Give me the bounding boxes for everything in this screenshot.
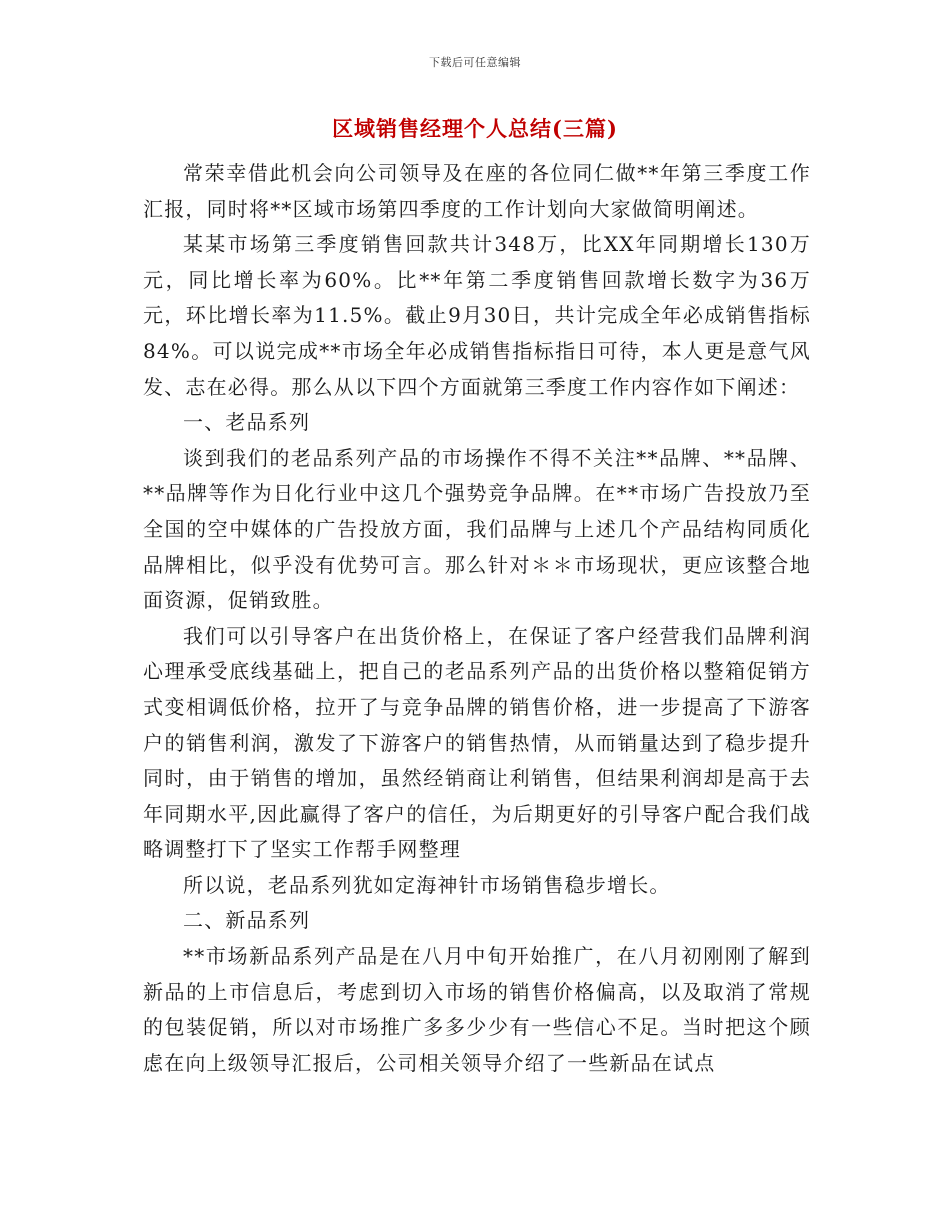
- section-heading-new-products: 二、新品系列: [183, 908, 311, 933]
- header-note: 下载后可任意编辑: [429, 56, 521, 69]
- paragraph-intro: 常荣幸借此机会向公司领导及在座的各位同仁做**年第三季度工作汇报，同时将**区域市场第四季度的工作计划向大家做简明阐述。: [143, 161, 811, 221]
- paragraph-old-products-pricing: 我们可以引导客户在出货价格上，在保证了客户经营我们品牌利润心理承受底线基础上，把自己的老品系列产品的出货价格以整箱促销方式变相调低价格，拉开了与竞争品牌的销售价格，进一步提高了下游客户的销售利润，激发了下游客户的销售热情，从而销量达到了稳步提升同时，由于销售的增加，虽然经销商让利销售，但结果利润却是高于去年同期水平,因此赢得了客户的信任，为后期更好的引导客户配合我们战略调整打下了坚实工作帮手网整理: [143, 623, 811, 862]
- document-body: [143, 156, 811, 1081]
- paragraph-new-products: **市场新品系列产品是在八月中旬开始推广，在八月初刚刚了解到新品的上市信息后，考虑到切入市场的销售价格偏高，以及取消了常规的包装促销，所以对市场推广多多少少有一些信心不足。当时把这个顾虑在向上级领导汇报后，公司相关领导介绍了一些新品在试点: [143, 944, 811, 1075]
- document-title: 区域销售经理个人总结(三篇): [332, 116, 618, 141]
- paragraph-sales-results: 某某市场第三季度销售回款共计348万，比XX年同期增长130万元，同比增长率为60%。比**年第二季度销售回款增长数字为36万元，环比增长率为11.5%。截止9月30日，共计完成全年必成销售指标84%。可以说完成**市场全年必成销售指标指日可待，本人更是意气风发、志在必得。那么从以下四个方面就第三季度工作内容作如下阐述：: [143, 232, 811, 399]
- paragraph-old-products-summary: 所以说，老品系列犹如定海神针市场销售稳步增长。: [183, 872, 671, 897]
- section-heading-old-products: 一、老品系列: [183, 410, 311, 435]
- paragraph-old-products-market: 谈到我们的老品系列产品的市场操作不得不关注**品牌、**品牌、**品牌等作为日化行业中这几个强势竞争品牌。在**市场广告投放乃至全国的空中媒体的广告投放方面，我们品牌与上述几个产品结构同质化品牌相比，似乎没有优势可言。那么针对＊＊市场现状，更应该整合地面资源，促销致胜。: [143, 445, 811, 613]
